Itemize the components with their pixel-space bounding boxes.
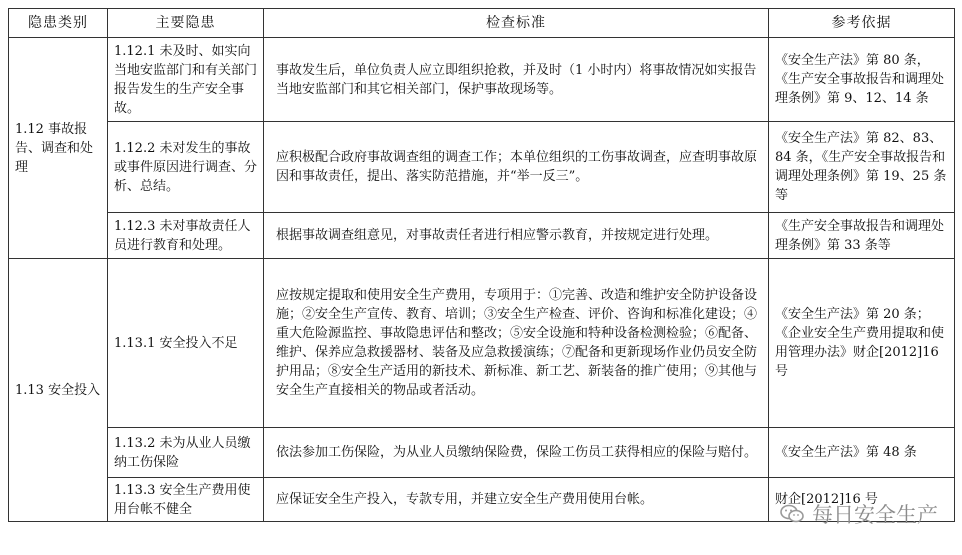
basis-cell: 《安全生产法》第 82、83、84 条，《生产安全事故报告和调理处理条例》第 19、25 条等 [769, 122, 955, 213]
table-row [9, 259, 955, 428]
hazard-cell: 1.12.1 未及时、如实向当地安监部门和有关部门报告发生的生产安全事故。 [108, 38, 264, 122]
basis-cell: 《生产安全事故报告和调理处理条例》第 33 条等 [769, 213, 955, 259]
table-row [9, 38, 955, 122]
standard-cell: 根据事故调查组意见，对事故责任者进行相应警示教育，并按规定进行处理。 [264, 213, 769, 259]
watermark-text: 每日安全生产 [812, 503, 938, 527]
header-row [9, 9, 955, 38]
hazard-table [8, 8, 955, 522]
standard-cell: 应保证安全生产投入，专款专用，并建立安全生产费用使用台帐。 [264, 478, 769, 522]
watermark [780, 499, 938, 529]
hazard-cell: 1.13.3 安全生产费用使用台帐不健全 [108, 478, 264, 522]
header-hazard: 主要隐患 [108, 9, 264, 38]
basis-cell: 《安全生产法》第 80 条，《生产安全事故报告和调理处理条例》第 9、12、14 条 [769, 38, 955, 122]
standard-cell: 事故发生后，单位负责人应立即组织抢救，并及时（1 小时内）将事故情况如实报告当地安监部门和其它相关部门，保护事故现场等。 [264, 38, 769, 122]
basis-cell: 财企[2012]16 号 [769, 478, 955, 522]
hazard-cell: 1.13.1 安全投入不足 [108, 259, 264, 428]
header-basis: 参考依据 [769, 9, 955, 38]
table-row [9, 213, 955, 259]
standard-cell: 应积极配合政府事故调查组的调查工作；本单位组织的工伤事故调查，应查明事故原因和事故责任，提出、落实防范措施，并“举一反三”。 [264, 122, 769, 213]
category-cell: 1.12 事故报告、调查和处理 [9, 38, 108, 259]
hazard-cell: 1.12.2 未对发生的事故或事件原因进行调查、分析、总结。 [108, 122, 264, 213]
basis-cell: 《安全生产法》第 20 条；《企业安全生产费用提取和使用管理办法》财企[2012]16 号 [769, 259, 955, 428]
wechat-icon [780, 504, 804, 524]
hazard-cell: 1.13.2 未为从业人员缴纳工伤保险 [108, 428, 264, 478]
basis-cell: 《安全生产法》第 48 条 [769, 428, 955, 478]
header-standard: 检查标准 [264, 9, 769, 38]
standard-cell: 依法参加工伤保险，为从业人员缴纳保险费，保险工伤员工获得相应的保险与赔付。 [264, 428, 769, 478]
category-cell: 1.13 安全投入 [9, 259, 108, 522]
hazard-cell: 1.12.3 未对事故责任人员进行教育和处理。 [108, 213, 264, 259]
table-row [9, 122, 955, 213]
header-category: 隐患类别 [9, 9, 108, 38]
table-row [9, 428, 955, 478]
standard-cell: 应按规定提取和使用安全生产费用，专项用于：①完善、改造和维护安全防护设备设施；②安全生产宣传、教育、培训；③安全生产检查、评价、咨询和标准化建设；④重大危险源监控、事故隐患评估和整改；⑤安全设施和特种设备检测检验；⑥配备、维护、保养应急救援器材、装备及应急救援演练；⑦配备和更新现场作业仍员安全防护用品；⑧安全生产适用的新技术、新标准、新工艺、新装备的推广使用；⑨其他与安全生产直接相关的物品或者活动。 [264, 259, 769, 428]
